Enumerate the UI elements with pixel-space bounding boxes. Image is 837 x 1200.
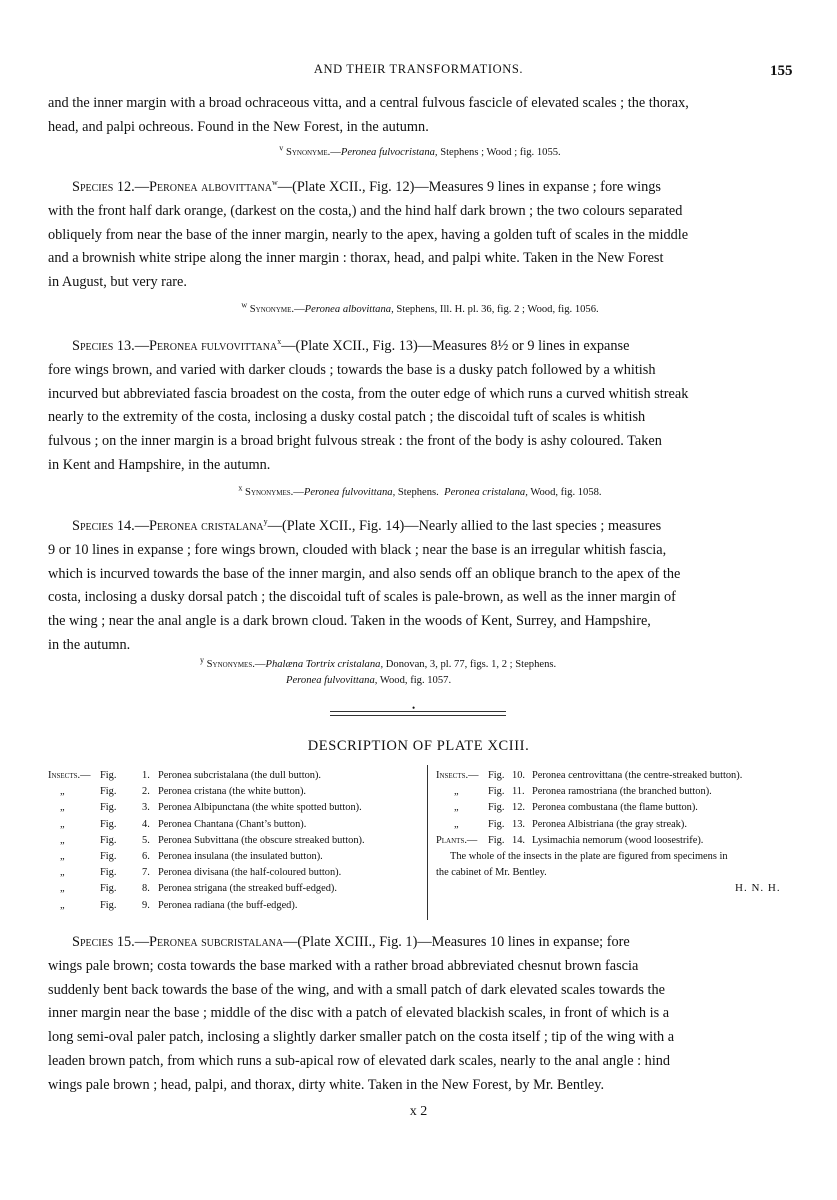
text-line: the wing ; near the anal angle is a dark brown cloud. Taken in the woods of Kent, Surrey, and Hampshire, [48,613,651,630]
text-line: in August, but very rare. [48,274,187,291]
synonym-label: Synonyme.— [249,304,305,315]
list-item: „ Fig. 12. Peronea combustana (the flame button). [454,802,698,814]
list-item: „ Fig. 13. Peronea Albistriana (the gray streak). [454,818,687,830]
species-name: Peronea albovittana [149,179,272,195]
divider-ornament: • [412,703,416,713]
synonym-name: Peronea albovittana, [304,304,394,315]
synonym-name: Peronea cristalana, [444,487,528,498]
text-line: with the front half dark orange, (darkest on the costa,) and the hind half dark brown ; the two colours separated [48,202,683,219]
text-line: —(Plate XCII., Fig. 12)—Measures 9 lines in expanse ; fore wings [277,179,661,195]
list-item: „ Fig. 11. Peronea ramostriana (the branched button). [454,786,712,798]
synonym-rest: Stephens. [395,487,439,498]
list-item: „ Fig. 3. Peronea Albipunctana (the white spotted button). [60,802,362,814]
footnote-mark: y [200,655,204,665]
plate-note-line: The whole of the insects in the plate are figured from specimens in [450,851,728,863]
list-item: „ Fig. 7. Peronea divisana (the half-coloured button). [60,867,342,879]
species-name: Peronea fulvovittana [149,338,278,354]
species-13-paragraph [48,335,792,478]
plate-title: DESCRIPTION OF PLATE XCIII. [307,738,530,754]
text-line: fulvous ; on the inner margin is a broad bright fulvous streak : the front of the body is ashy coloured. Taken [48,433,662,450]
author-initials: H. N. H. [735,882,781,894]
intro-paragraph [48,92,792,140]
list-item: Plants.— Fig. 14. Lysimachia nemorum (wood loosestrife). [436,834,704,846]
species-12-paragraph [48,176,792,295]
species-lead: Species 13.— [72,338,150,354]
page-number: 155 [770,63,793,79]
running-head: AND THEIR TRANSFORMATIONS. [313,62,524,76]
text-line: —(Plate XCII., Fig. 13)—Measures 8½ or 9 lines in expanse [281,338,630,354]
species-name: Peronea subcristalana [149,934,284,950]
plate-list-left [48,768,365,914]
text-line: fore wings brown, and varied with darker clouds ; towards the base is a dusky patch followed by a whitish [48,361,656,378]
text-line: and a brownish white stripe along the inner margin : thorax, head, and palpi white. Taken in the New Forest [48,250,664,267]
species-name: Peronea cristalana [149,518,264,534]
synonym-rest: Wood, fig. 1058. [527,487,602,498]
plate-note-line: the cabinet of Mr. Bentley. [436,867,547,879]
synonym-line [200,657,760,689]
list-item: Insects.— Fig. 1. Peronea subcristalana (the dull button). [48,770,322,781]
list-item: „ Fig. 8. Peronea strigana (the streaked buff-edged). [60,883,337,895]
plate-list-right [436,768,742,881]
synonym-label: Synonymes.— [245,487,304,498]
text-line: incurved but abbreviated fascia broadest on the costa, from the outer edge of which runs a curved whitish streak [48,385,689,402]
list-item: „ Fig. 6. Peronea insulana (the insulated button). [60,851,323,863]
footnote-mark: v [279,143,284,153]
column-divider [427,765,428,920]
synonym-line [48,145,792,161]
synonym-name: Phalæna Tortrix cristalana, [265,659,384,670]
species-lead: Species 12.— [72,179,150,195]
text-line: nearly to the extremity of the costa, inclosing a dusky costal patch ; the discoidal tuft of scales is whitish [48,409,646,426]
text-line: costa, inclosing a dusky dorsal patch ; the discoidal tuft of scales is pale-brown, as well as the inner margin of [48,589,676,606]
species-lead: Species 15.— [72,934,150,950]
text-line: which is incurved towards the base of the inner margin, and also sends off an oblique branch to the apex of the [48,565,681,582]
synonym-name: Peronea fulvovittana, [303,487,396,498]
text-line: obliquely from near the base of the inner margin, nearly to the apex, having a golden tuft of scales in the middle [48,226,689,243]
text-line: inner margin near the base ; middle of the disc with a patch of elevated blackish scales, in front of which is a [48,1005,670,1022]
text-line: and the inner margin with a broad ochraceous vitta, and a central fulvous fascicle of elevated scales ; the thorax, [48,95,689,111]
synonym-rest: Stephens, Ill. H. pl. 36, fig. 2 ; Wood, fig. 1056. [393,304,599,315]
text-line: —(Plate XCIII., Fig. 1)—Measures 10 lines in expanse; fore [283,934,630,950]
species-lead: Species 14.— [72,518,150,534]
text-line: 9 or 10 lines in expanse ; fore wings brown, clouded with black ; near the base is an irregular whitish fascia, [48,541,667,558]
footnote-mark: x [277,337,282,347]
footnote-mark: x [238,483,243,493]
synonym-label: Synonyme.— [285,147,341,158]
synonym-name: Peronea fulvovittana, [286,675,378,686]
text-line: —(Plate XCII., Fig. 14)—Nearly allied to the last species ; measures [267,518,662,534]
text-line: leaden brown patch, from which runs a sub-apical row of elevated dark scales, nearly to the anal angle : hind [48,1052,671,1069]
text-line: in Kent and Hampshire, in the autumn. [48,456,271,473]
text-line: long semi-oval paler patch, inclosing a slightly darker smaller patch on the costa itself ; tip of the wing with a [48,1029,675,1046]
species-15-paragraph [48,931,792,1098]
synonym-line [48,485,792,501]
footnote-mark: w [241,300,248,310]
synonym-name: Peronea fulvocristana, [340,147,438,158]
synonym-rest: Wood, fig. 1057. [377,675,452,686]
text-line: suddenly bent back towards the base of the wing, and with a small patch of dark elevated scales towards the [48,981,665,998]
list-item: „ Fig. 9. Peronea radiana (the buff-edged). [60,899,298,911]
synonym-label: Synonymes.— [206,659,266,670]
footnote-mark: w [271,178,278,188]
text-line: wings pale brown ; head, palpi, and thorax, dirty white. Taken in the New Forest, by Mr. Bentley. [48,1076,605,1093]
species-14-paragraph [48,515,792,658]
synonym-line [48,302,792,318]
list-item: „ Fig. 2. Peronea cristana (the white button). [60,786,307,798]
list-item: „ Fig. 4. Peronea Chantana (Chant’s button). [60,818,307,830]
text-line: in the autumn. [48,636,131,653]
signature-mark: x 2 [409,1104,428,1119]
footnote-mark: y [263,517,268,527]
section-divider [330,711,506,716]
text-line: wings pale brown; costa towards the base marked with a rather broad abbreviated chesnut brown fascia [48,957,639,974]
text-line: head, and palpi ochreous. Found in the New Forest, in the autumn. [48,118,429,135]
list-item: „ Fig. 5. Peronea Subvittana (the obscure streaked button). [60,834,365,846]
synonym-rest: Donovan, 3, pl. 77, figs. 1, 2 ; Stephens. [383,659,557,670]
list-item: Insects.— Fig. 10. Peronea centrovittana (the centre-streaked button). [436,770,743,781]
synonym-rest: Stephens ; Wood ; fig. 1055. [437,147,561,158]
